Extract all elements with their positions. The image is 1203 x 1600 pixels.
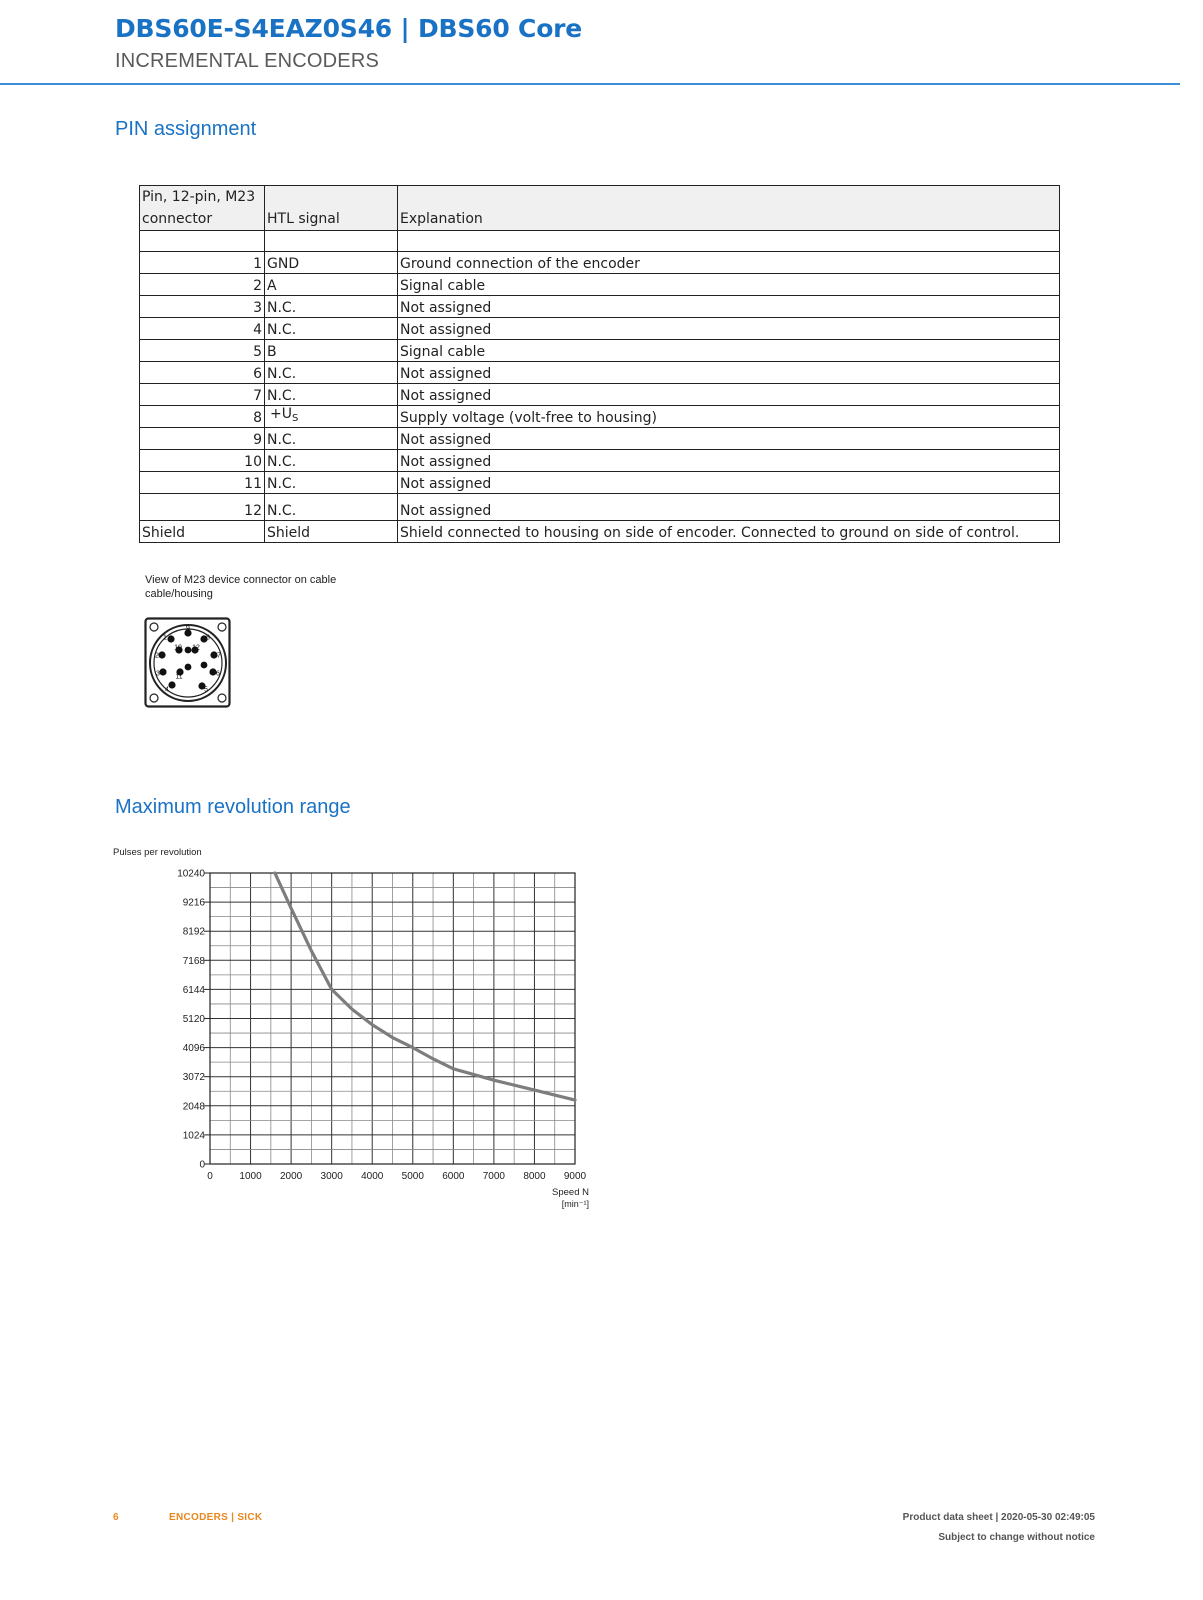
connector-contact-dot	[185, 647, 192, 654]
signal-cell: GND	[265, 252, 398, 274]
signal-cell: N.C.	[265, 362, 398, 384]
y-tick-label: 10240	[177, 868, 205, 880]
table-header-row	[140, 186, 1060, 231]
y-tick-label: 4096	[182, 1043, 205, 1055]
connector-pin-label: 6	[216, 670, 220, 678]
shield-row	[140, 521, 1060, 543]
connector-pin-label: 10	[174, 644, 182, 652]
header-divider	[0, 83, 1180, 85]
connector-pin-label: 7	[217, 652, 221, 660]
x-axis-label: Speed N	[552, 1187, 589, 1198]
m23-connector-diagram	[144, 617, 232, 709]
shield-pin-cell: Shield	[140, 521, 265, 543]
table-row	[140, 384, 1060, 406]
signal-cell: N.C.	[265, 318, 398, 340]
table-row	[140, 340, 1060, 362]
signal-cell: N.C.	[265, 296, 398, 318]
connector-pin	[168, 681, 175, 688]
explanation-cell: Not assigned	[398, 450, 1060, 472]
document-subtitle: INCREMENTAL ENCODERS	[115, 50, 380, 72]
signal-cell: N.C.	[265, 494, 398, 521]
connector-pin-label: 8	[206, 634, 210, 642]
explanation-cell: Not assigned	[398, 494, 1060, 521]
pin-number-cell: 2	[140, 274, 265, 296]
y-tick-label: 8192	[182, 926, 205, 938]
connector-pin-label: 3	[156, 670, 160, 678]
footer-brand: ENCODERS | SICK	[169, 1512, 263, 1523]
connector-contact-dot	[185, 664, 192, 671]
shield-signal-cell: Shield	[265, 521, 398, 543]
pin-number-cell: 7	[140, 384, 265, 406]
y-tick-label: 1024	[182, 1130, 205, 1142]
y-tick-label: 6144	[182, 984, 205, 996]
x-tick-label: 6000	[442, 1171, 465, 1182]
explanation-cell: Not assigned	[398, 428, 1060, 450]
y-tick-label: 0	[199, 1159, 205, 1171]
x-tick-label: 5000	[401, 1171, 424, 1182]
x-tick-label: 4000	[361, 1171, 384, 1182]
y-tick-label: 3072	[182, 1072, 205, 1084]
pin-number-cell: 9	[140, 428, 265, 450]
y-tick-label: 9216	[182, 897, 205, 909]
explanation-cell: Not assigned	[398, 296, 1060, 318]
table-row	[140, 450, 1060, 472]
signal-cell: N.C.	[265, 450, 398, 472]
connector-contact-dot	[201, 662, 208, 669]
connector-pin	[159, 668, 166, 675]
revolution-range-heading: Maximum revolution range	[115, 796, 351, 818]
table-row	[140, 428, 1060, 450]
explanation-cell: Signal cable	[398, 340, 1060, 362]
pin-number-cell: 8	[140, 406, 265, 428]
connector-pin-label: 1	[163, 634, 167, 642]
table-row	[140, 252, 1060, 274]
document-title: DBS60E-S4EAZ0S46 | DBS60 Core	[115, 14, 583, 43]
signal-cell: N.C.	[265, 384, 398, 406]
signal-subscript: S	[291, 413, 299, 424]
connector-pin-label: 4	[165, 686, 169, 694]
signal-cell: N.C.	[265, 428, 398, 450]
signal-cell: A	[265, 274, 398, 296]
x-tick-label: 1000	[239, 1171, 262, 1182]
x-axis-unit: [min⁻¹]	[561, 1199, 589, 1209]
x-tick-label: 8000	[523, 1171, 546, 1182]
x-tick-label: 0	[207, 1171, 213, 1182]
column-header-pin: Pin, 12-pin, M23 connector	[140, 186, 265, 231]
pin-assignment-table	[139, 185, 1060, 543]
connector-pin-label: 12	[192, 644, 200, 652]
y-axis-label: Pulses per revolution	[113, 847, 202, 858]
pin-number-cell: 11	[140, 472, 265, 494]
explanation-cell: Not assigned	[398, 362, 1060, 384]
pin-number-cell: 3	[140, 296, 265, 318]
x-tick-label: 3000	[320, 1171, 343, 1182]
pin-number-cell: 5	[140, 340, 265, 362]
column-header-signal: HTL signal	[265, 186, 398, 231]
x-tick-label: 2000	[279, 1171, 303, 1182]
series-line-0	[275, 873, 575, 1100]
y-tick-label: 2048	[182, 1101, 205, 1113]
footer-page-number: 6	[113, 1512, 119, 1523]
explanation-cell: Signal cable	[398, 274, 1060, 296]
table-row	[140, 494, 1060, 521]
connector-pin	[158, 651, 165, 658]
y-tick-label: 5120	[182, 1014, 205, 1025]
x-tick-label: 7000	[482, 1171, 506, 1182]
column-header-explanation: Explanation	[398, 186, 1060, 231]
explanation-cell: Not assigned	[398, 318, 1060, 340]
footer-doc-info: Product data sheet | 2020-05-30 02:49:05	[902, 1512, 1095, 1523]
table-empty-row	[140, 231, 1060, 252]
connector-pin-label: 2	[155, 652, 159, 660]
table-row	[140, 296, 1060, 318]
pin-number-cell: 12	[140, 494, 265, 521]
pin-number-cell: 6	[140, 362, 265, 384]
x-tick-label: 9000	[563, 1171, 587, 1182]
signal-text: +U	[270, 406, 292, 422]
footer-notice: Subject to change without notice	[938, 1532, 1095, 1543]
revolution-range-chart	[100, 840, 600, 1220]
connector-pin-label: 9	[186, 625, 190, 633]
pin-assignment-heading: PIN assignment	[115, 118, 257, 140]
explanation-cell: Not assigned	[398, 472, 1060, 494]
explanation-cell: Ground connection of the encoder	[398, 252, 1060, 274]
pin-number-cell: 4	[140, 318, 265, 340]
table-row	[140, 362, 1060, 384]
pin-number-cell: 1	[140, 252, 265, 274]
pin-number-cell: 10	[140, 450, 265, 472]
table-row	[140, 472, 1060, 494]
shield-explanation-cell: Shield connected to housing on side of encoder. Connected to ground on side of control.	[398, 521, 1060, 543]
connector-pin-label: 5	[204, 686, 208, 694]
table-row	[140, 274, 1060, 296]
y-tick-label: 7168	[182, 955, 205, 967]
table-row	[140, 406, 1060, 428]
connector-pin	[167, 635, 174, 642]
table-row	[140, 318, 1060, 340]
connector-pin-label: 11	[175, 673, 183, 681]
explanation-cell: Supply voltage (volt-free to housing)	[398, 406, 1060, 428]
signal-cell: N.C.	[265, 472, 398, 494]
signal-cell: B	[265, 340, 398, 362]
explanation-cell: Not assigned	[398, 384, 1060, 406]
signal-cell	[265, 406, 398, 428]
connector-view-caption: View of M23 device connector on cable cable/housing	[145, 574, 337, 600]
